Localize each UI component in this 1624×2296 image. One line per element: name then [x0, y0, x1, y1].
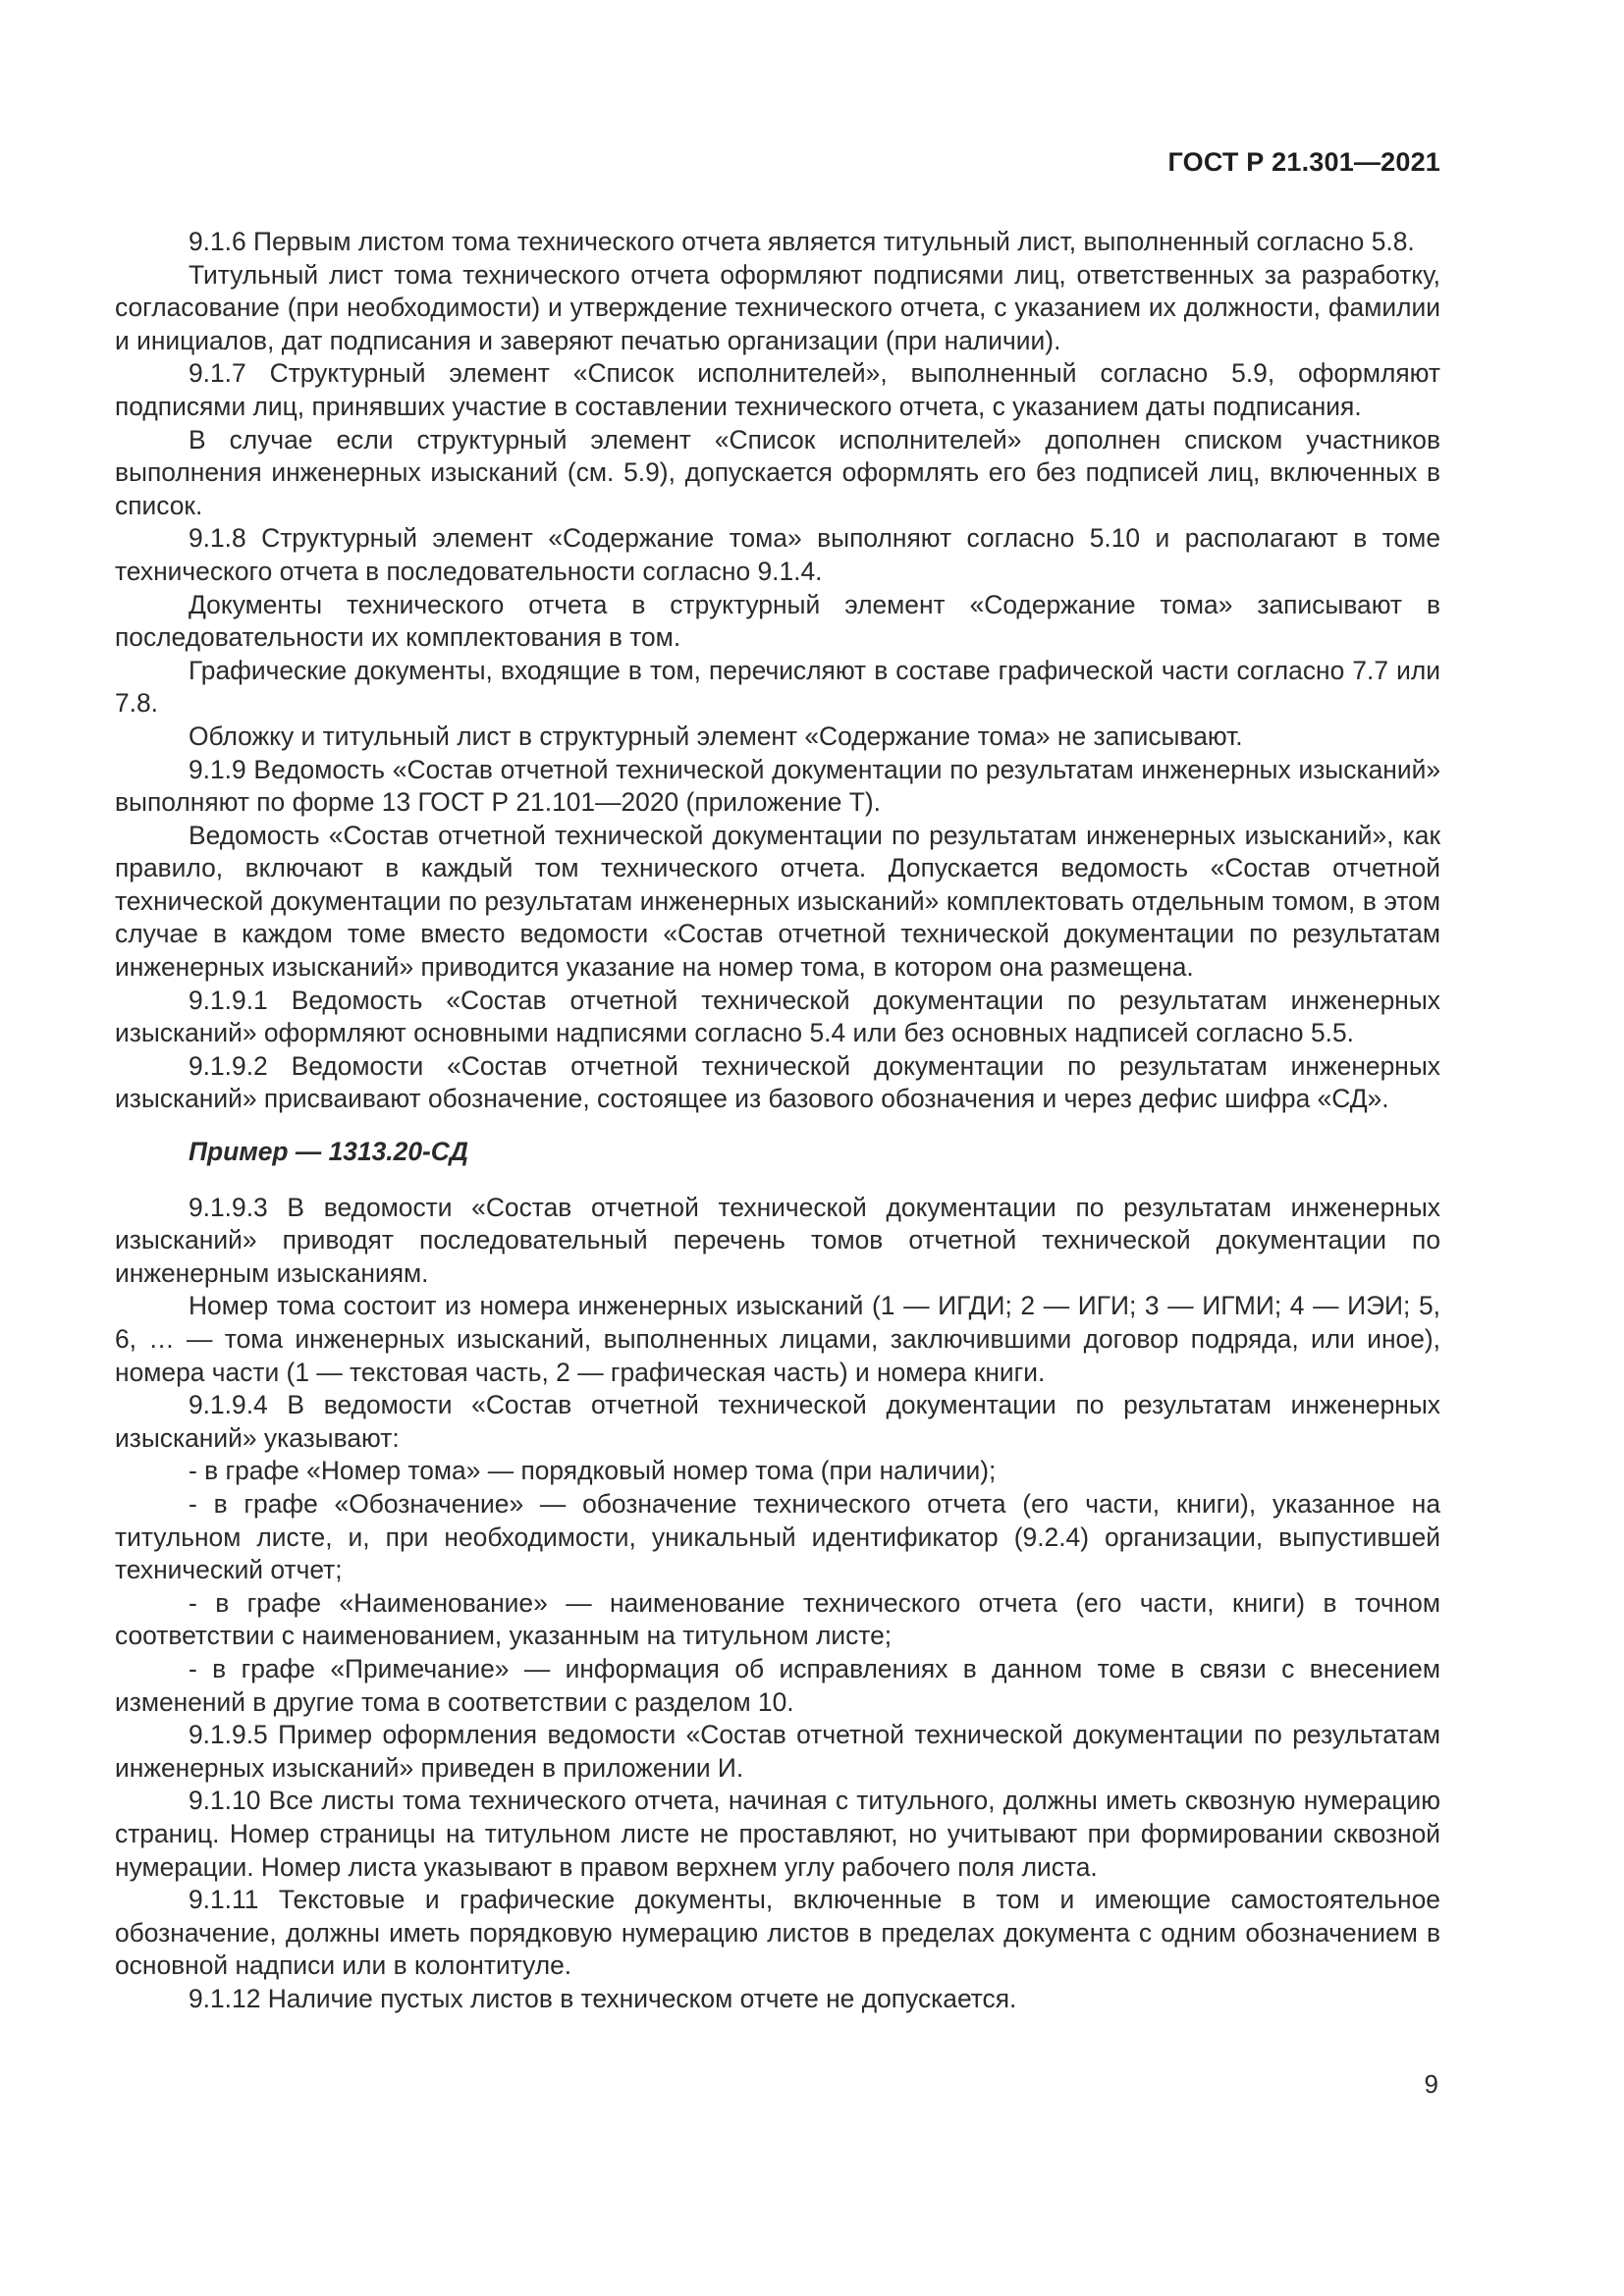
- paragraph: 9.1.12 Наличие пустых листов в техническом отчете не допускается.: [189, 1983, 1017, 2013]
- paragraph: 9.1.6 Первым листом тома технического отчета является титульный лист, выполненный согласно 5.8.: [189, 227, 1415, 256]
- list-item: - в графе «Номер тома» — порядковый номер тома (при наличии);: [189, 1456, 997, 1486]
- paragraph: Обложку и титульный лист в структурный элемент «Содержание тома» не записывают.: [189, 721, 1243, 751]
- list-item: - в графе «Обозначение» — обозначение технического отчета (его части, книги), указанное на титульном листе, и, при необходимости, уникальный идентификатор (9.2.4) организации, выпустившей технический отчет;: [115, 1488, 1440, 1585]
- paragraph: Графические документы, входящие в том, перечисляют в составе графической части согласно 7.7 или 7.8.: [115, 655, 1440, 719]
- list-item: - в графе «Наименование» — наименование технического отчета (его части, книги) в точном соответствии с наименованием, указанным на титульном листе;: [115, 1587, 1440, 1651]
- paragraph: В случае если структурный элемент «Список исполнителей» дополнен списком участников выполнения инженерных изысканий (см. 5.9), допускается оформлять его без подписей лиц, включенных в список.: [115, 424, 1440, 520]
- paragraph: Документы технического отчета в структурный элемент «Содержание тома» записывают в последовательности их комплектования в том.: [115, 589, 1440, 653]
- document-header-code: ГОСТ Р 21.301—2021: [1167, 147, 1440, 177]
- paragraph: 9.1.9.1 Ведомость «Состав отчетной технической документации по результатам инженерных изысканий» оформляют основными надписями согласно 5.4 или без основных надписей согласно 5.5.: [115, 985, 1440, 1048]
- paragraph: Титульный лист тома технического отчета оформляют подписями лиц, ответственных за разработку, согласование (при необходимости) и утверждение технического отчета, с указанием их должности, фамилии и инициалов, дат подписания и заверяют печатью организации (при наличии).: [115, 259, 1440, 355]
- paragraph: 9.1.7 Структурный элемент «Список исполнителей», выполненный согласно 5.9, оформляют подписями лиц, принявших участие в составлении технического отчета, с указанием даты подписания.: [115, 358, 1440, 421]
- paragraph: 9.1.9.4 В ведомости «Состав отчетной технической документации по результатам инженерных изысканий» указывают:: [115, 1390, 1440, 1453]
- paragraph: 9.1.10 Все листы тома технического отчета, начиная с титульного, должны иметь сквозную нумерацию страниц. Номер страницы на титульном листе не проставляют, но учитывают при формировании сквозной нумерации. Номер листа указывают в правом верхнем углу рабочего поля листа.: [115, 1786, 1440, 1882]
- paragraph: 9.1.11 Текстовые и графические документы, включенные в том и имеющие самостоятельное обозначение, должны иметь порядковую нумерацию листов в пределах документа с одним обозначением в основной надписи или в колонтитуле.: [115, 1885, 1440, 1981]
- document-body: [115, 226, 1440, 2015]
- list-item: - в графе «Примечание» — информация об исправлениях в данном томе в связи с внесением изменений в другие тома в соответствии с разделом 10.: [115, 1653, 1440, 1717]
- paragraph: 9.1.9 Ведомость «Состав отчетной технической документации по результатам инженерных изысканий» выполняют по форме 13 ГОСТ Р 21.101—2020 (приложение Т).: [115, 754, 1440, 818]
- example-note: Пример — 1313.20-СД: [189, 1137, 468, 1167]
- paragraph: 9.1.9.2 Ведомости «Состав отчетной технической документации по результатам инженерных изысканий» присваивают обозначение, состоящее из базового обозначения и через дефис шифра «СД».: [115, 1050, 1440, 1114]
- paragraph: 9.1.9.3 В ведомости «Состав отчетной технической документации по результатам инженерных изысканий» приводят последовательный перечень томов отчетной технической документации по инженерным изысканиям.: [115, 1192, 1440, 1288]
- paragraph: Ведомость «Состав отчетной технической документации по результатам инженерных изысканий», как правило, включают в каждый том технического отчета. Допускается ведомость «Состав отчетной технической документации по результатам инженерных изысканий» комплектовать отдельным томом, в этом случае в каждом томе вместо ведомости «Состав отчетной технической документации по результатам инженерных изысканий» приводится указание на номер тома, в котором она размещена.: [115, 820, 1440, 983]
- paragraph: 9.1.9.5 Пример оформления ведомости «Состав отчетной технической документации по результатам инженерных изысканий» приведен в приложении И.: [115, 1720, 1440, 1783]
- page-number: 9: [1424, 2069, 1438, 2099]
- paragraph: 9.1.8 Структурный элемент «Содержание тома» выполняют согласно 5.10 и располагают в томе технического отчета в последовательности согласно 9.1.4.: [115, 523, 1440, 586]
- paragraph: Номер тома состоит из номера инженерных изысканий (1 — ИГДИ; 2 — ИГИ; 3 — ИГМИ; 4 — ИЭИ; 5, 6, … — тома инженерных изысканий, выполненных лицами, заключившими договор подряда, или иное), номера части (1 — текстовая часть, 2 — графическая часть) и номера книги.: [115, 1291, 1440, 1387]
